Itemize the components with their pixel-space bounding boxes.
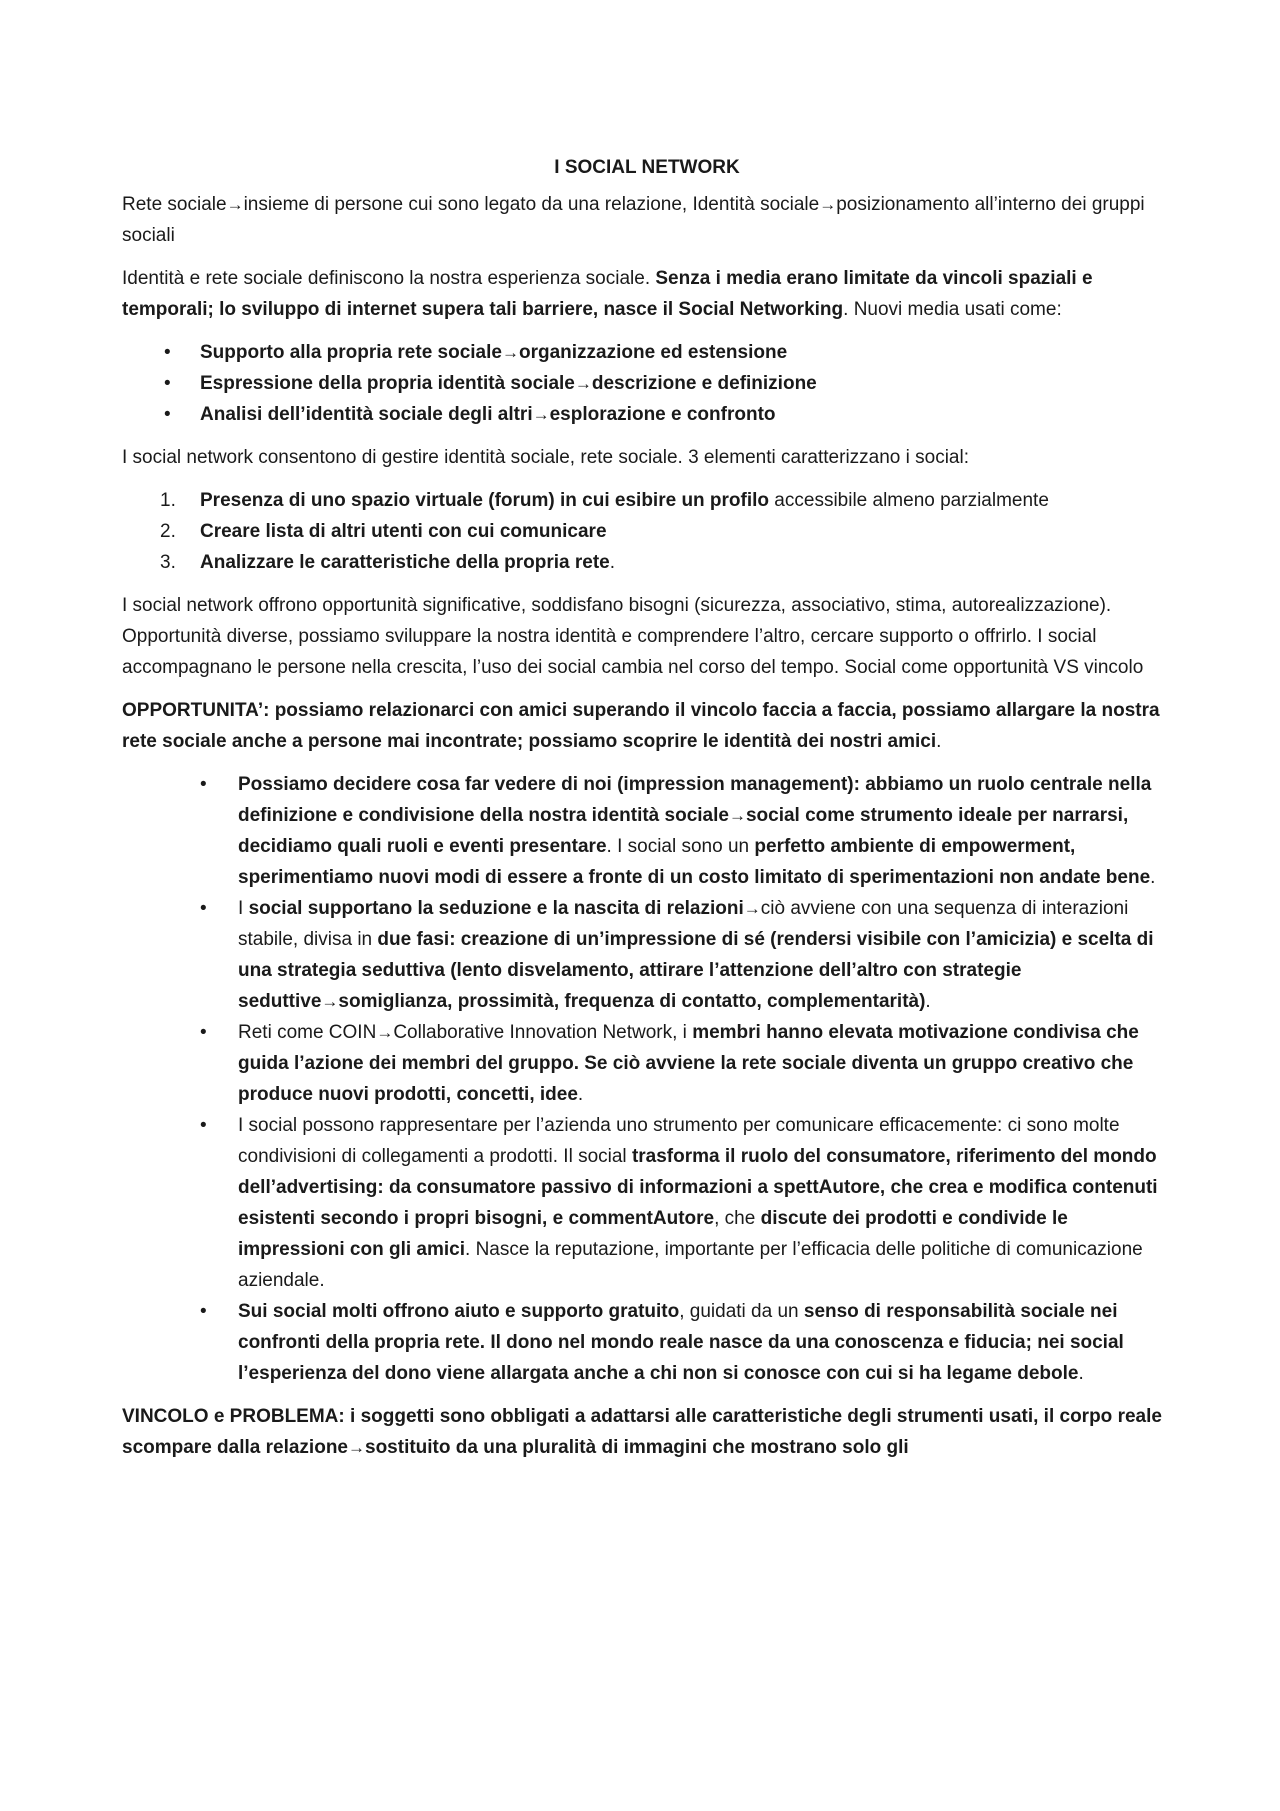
bold-run: Supporto alla propria rete sociale <box>200 342 502 363</box>
list-item <box>122 1296 1172 1389</box>
bold-run: Sui social molti offrono aiuto e supporto gratuito <box>238 1301 680 1322</box>
list-item <box>122 1110 1172 1296</box>
text-run: Reti come COIN <box>238 1022 377 1043</box>
list-item <box>122 1017 1172 1110</box>
bold-run: trasforma il ruolo del consumatore, riferimento del mondo dell’advertising: da consumatore passivo di informazioni a spettAutore, che crea e modifica contenuti esistenti secondo i propri bisogni, e commentAutore <box>238 1146 1158 1229</box>
intro-paragraph <box>122 189 1172 251</box>
bold-run: social supportano la seduzione e la nascita di relazioni <box>248 898 744 919</box>
identity-paragraph <box>122 263 1172 325</box>
bold-run: perfetto ambiente di empowerment, sperimentiamo nuovi modi di essere a fronte di un costo limitato di sperimentazioni non andate bene <box>238 836 1151 888</box>
arrow-icon: → <box>501 343 519 362</box>
opportunities-paragraph: I social network offrono opportunità significative, soddisfano bisogni (sicurezza, associativo, stima, autorealizzazione). Opportunità diverse, possiamo sviluppare la nostra identità e comprendere l’altro, cercare supporto o offrirlo. I social accompagnano le persone nella crescita, l’uso dei social cambia nel corso del tempo. Social come opportunità VS vincolo <box>122 595 1144 678</box>
bold-run: organizzazione ed estensione <box>518 342 788 363</box>
text-run: . I social sono un <box>606 836 755 857</box>
bold-run: Creare lista di altri utenti con cui comunicare <box>200 521 607 542</box>
text-run: posizionamento all’interno dei gruppi sociali <box>122 194 1145 246</box>
bold-run: VINCOLO e PROBLEMA: <box>122 1406 345 1427</box>
list-item <box>122 516 1172 547</box>
list-number: 1. <box>160 490 176 511</box>
bullet-icon: • <box>200 774 207 795</box>
bold-run: somiglianza, prossimità, frequenza di contatto, complementarità) <box>338 991 926 1012</box>
text-run: . Nasce la reputazione, importante per l’efficacia delle politiche di comunicazione aziendale. <box>238 1239 1143 1291</box>
bold-run: Possiamo decidere cosa far vedere di noi (impression management): abbiamo un ruolo centrale nella definizione e condivisione della nostra identità sociale <box>238 774 1152 826</box>
text-run: . <box>936 731 942 752</box>
text-run: I social possono rappresentare per l’azienda uno strumento per comunicare efficacemente: ci sono molte condivisioni di collegamenti a prodotti. Il social <box>238 1115 1120 1167</box>
list-item <box>122 547 1172 578</box>
list-item <box>122 368 1172 399</box>
list-number: 2. <box>160 521 176 542</box>
bold-run: OPPORTUNITA’: possiamo relazionarci con amici superando il vincolo faccia a faccia, possiamo allargare la nostra rete sociale anche a persone mai incontrate; possiamo scoprire le identità dei nostri amici <box>122 700 1160 752</box>
list-item <box>122 893 1172 1017</box>
arrow-icon: → <box>376 1023 394 1042</box>
text-run: . <box>1150 867 1156 888</box>
arrow-icon: → <box>728 806 746 825</box>
arrow-icon: → <box>743 899 761 918</box>
bold-run: esplorazione e confronto <box>549 404 776 425</box>
bullet-icon: • <box>164 404 171 425</box>
elements-list <box>122 485 1172 578</box>
text-run: . <box>1078 1363 1084 1384</box>
list-item <box>122 337 1172 368</box>
text-run: . Nuovi media usati come: <box>843 299 1062 320</box>
text-run: accessibile almeno parzialmente <box>769 490 1049 511</box>
bullet-icon: • <box>200 1022 207 1043</box>
bold-run: i soggetti sono obbligati a adattarsi alle caratteristiche degli strumenti usati, il corpo reale scompare dalla relazione <box>122 1406 1162 1458</box>
arrow-icon: → <box>574 374 592 393</box>
vincolo-paragraph <box>122 1401 1172 1463</box>
arrow-icon: → <box>321 992 339 1011</box>
list-number: 3. <box>160 552 176 573</box>
text-run: ciò avviene con una sequenza di interazioni stabile, divisa in <box>238 898 1129 950</box>
text-run: Rete sociale <box>122 194 227 215</box>
bold-run: Analisi dell’identità sociale degli altri <box>200 404 533 425</box>
list-item <box>122 485 1172 516</box>
bold-run: Espressione della propria identità sociale <box>200 373 575 394</box>
document-body <box>122 152 1172 1475</box>
text-run: . <box>609 552 616 573</box>
elements-intro-paragraph: I social network consentono di gestire identità sociale, rete sociale. 3 elementi caratterizzano i social: <box>122 447 969 468</box>
bold-run: membri hanno elevata motivazione condivisa che guida l’azione dei membri del gruppo. Se ciò avviene la rete sociale diventa un gruppo creativo che produce nuovi prodotti, concetti, idee <box>238 1022 1139 1105</box>
media-uses-list <box>122 337 1172 430</box>
opportunita-paragraph <box>122 695 1172 757</box>
bullet-icon: • <box>200 1115 207 1136</box>
opportunity-items-list <box>122 769 1172 1389</box>
bold-run: Senza i media erano limitate da vincoli spaziali e temporali; lo sviluppo di internet supera tali barriere, nasce il Social Networking <box>122 268 1093 320</box>
list-item <box>122 399 1172 430</box>
text-run: . <box>925 991 931 1012</box>
bold-run: descrizione e definizione <box>591 373 817 394</box>
bullet-icon: • <box>164 342 171 363</box>
bold-run: sostituito da una pluralità di immagini che mostrano solo gli <box>365 1437 909 1458</box>
bullet-icon: • <box>164 373 171 394</box>
text-run: . <box>577 1084 584 1105</box>
text-run: Identità e rete sociale definiscono la nostra esperienza sociale. <box>122 268 656 289</box>
arrow-icon: → <box>532 405 550 424</box>
text-run: I <box>238 898 249 919</box>
bold-run: senso di responsabilità sociale nei confronti della propria rete. Il dono nel mondo reale nasce da una conoscenza e fiducia; nei social l’esperienza del dono viene allargata anche a chi non si conosce con cui si ha legame debole <box>238 1301 1124 1384</box>
text-run: , che <box>714 1208 761 1229</box>
document-title: I SOCIAL NETWORK <box>554 157 740 178</box>
text-run: insieme di persone cui sono legato da una relazione, Identità sociale <box>243 194 820 215</box>
bullet-icon: • <box>200 898 207 919</box>
bullet-icon: • <box>200 1301 207 1322</box>
bold-run: due fasi: creazione di un’impressione di sé (rendersi visibile con l’amicizia) e scelta di una strategia seduttiva (lento disvelamento, attirare l’attenzione dell’altro con strategie seduttive <box>238 929 1154 1012</box>
text-run: Collaborative Innovation Network, i <box>393 1022 693 1043</box>
arrow-icon: → <box>819 195 837 214</box>
bold-run: social come strumento ideale per narrarsi, decidiamo quali ruoli e eventi presentare <box>238 805 1129 857</box>
bold-run: Analizzare le caratteristiche della propria rete <box>200 552 610 573</box>
arrow-icon: → <box>226 195 244 214</box>
bold-run: Presenza di uno spazio virtuale (forum) in cui esibire un profilo <box>200 490 770 511</box>
bold-run: discute dei prodotti e condivide le impressioni con gli amici <box>238 1208 1068 1260</box>
arrow-icon: → <box>348 1438 365 1457</box>
list-item <box>122 769 1172 893</box>
text-run: , guidati da un <box>679 1301 804 1322</box>
